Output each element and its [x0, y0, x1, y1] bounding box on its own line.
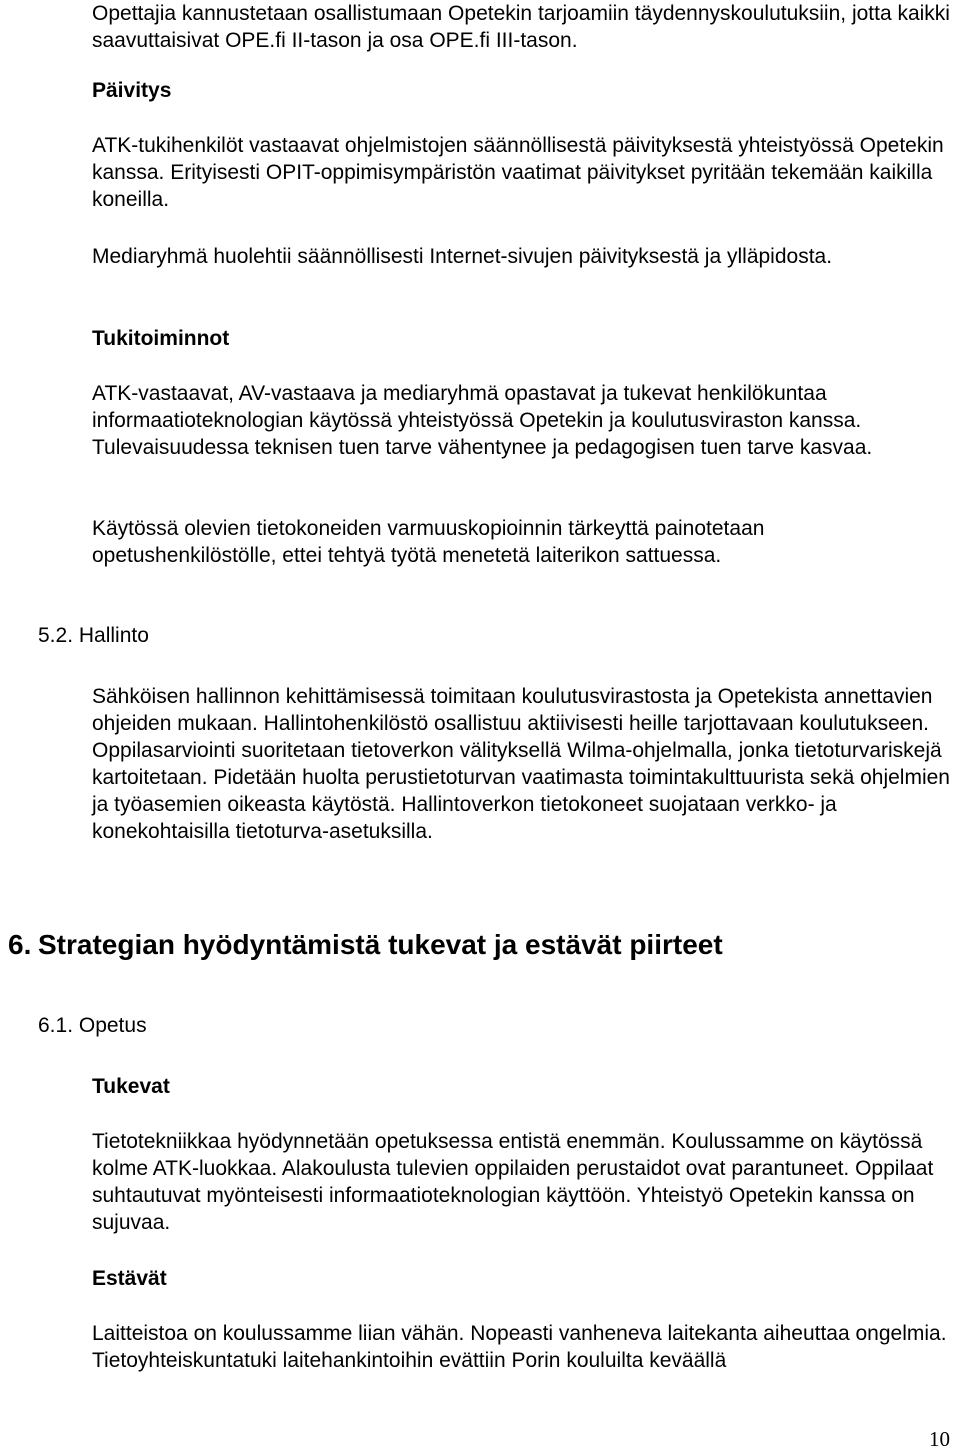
paivitys-paragraph-2: Mediaryhmä huolehtii säännöllisesti Internet-sivujen päivityksestä ja ylläpidosta.: [92, 245, 833, 268]
estavat-paragraph: Laitteistoa on koulussamme liian vähän. Nopeasti vanheneva laitekanta aiheuttaa ongelmia. Tietoyhteiskuntatuki laitehankintoihin evättiin Porin kouluilta keväällä: [92, 1322, 947, 1372]
paivitys-paragraph-1: ATK-tukihenkilöt vastaavat ohjelmistojen säännöllisestä päivityksestä yhteistyössä Opetekin kanssa. Erityisesti OPIT-oppimisympäristön vaatimat päivitykset pyritään tekemään kaikilla koneilla.: [92, 134, 944, 211]
chapter-number: 6.: [8, 929, 32, 960]
intro-paragraph: Opettajia kannustetaan osallistumaan Opetekin tarjoamiin täydennyskoulutuksiin, jotta kaikki saavuttaisivat OPE.fi II-tason ja osa OPE.fi III-tason.: [92, 2, 950, 52]
heading-tukitoiminnot: Tukitoiminnot: [92, 327, 230, 350]
chapter-heading-6: [8, 928, 723, 962]
heading-paivitys: Päivitys: [92, 79, 172, 102]
heading-tukevat: Tukevat: [92, 1075, 170, 1098]
heading-opetus: 6.1. Opetus: [38, 1014, 147, 1037]
page-number: 10: [929, 1427, 950, 1451]
heading-hallinto: 5.2. Hallinto: [38, 624, 149, 647]
tukitoiminnot-paragraph-2: Käytössä olevien tietokoneiden varmuuskopioinnin tärkeyttä painotetaan opetushenkilöstölle, ettei tehtyä työtä menetetä laiterikon sattuessa.: [92, 517, 765, 567]
heading-estavat: Estävät: [92, 1267, 167, 1290]
hallinto-paragraph: Sähköisen hallinnon kehittämisessä toimitaan koulutusvirastosta ja Opetekista annettavien ohjeiden mukaan. Hallintohenkilöstö osallistuu aktiivisesti heille tarjottavaan koulutukseen. Oppilasarviointi suoritetaan tietoverkon välityksellä Wilma-ohjelmalla, jonka tietoturvariskejä kartoitetaan. Pidetään huolta perustietoturvan vaatimasta toimintakulttuurista sekä ohjelmien ja työasemien oikeasta käytöstä. Hallintoverkon tietokoneet suojataan verkko- ja konekohtaisilla tietoturva-asetuksilla.: [92, 685, 950, 843]
tukevat-paragraph: Tietotekniikkaa hyödynnetään opetuksessa entistä enemmän. Koulussamme on käytössä kolme ATK-luokkaa. Alakoulusta tulevien oppilaiden perustaidot ovat parantuneet. Oppilaat suhtautuvat myönteisesti informaatioteknologian käyttöön. Yhteistyö Opetekin kanssa on sujuvaa.: [92, 1130, 934, 1234]
tukitoiminnot-paragraph-1: ATK-vastaavat, AV-vastaava ja mediaryhmä opastavat ja tukevat henkilökuntaa informaatioteknologian käytössä yhteistyössä Opetekin ja koulutusviraston kanssa. Tulevaisuudessa teknisen tuen tarve vähentynee ja pedagogisen tuen tarve kasvaa.: [92, 382, 873, 459]
chapter-title: Strategian hyödyntämistä tukevat ja estävät piirteet: [38, 929, 723, 960]
